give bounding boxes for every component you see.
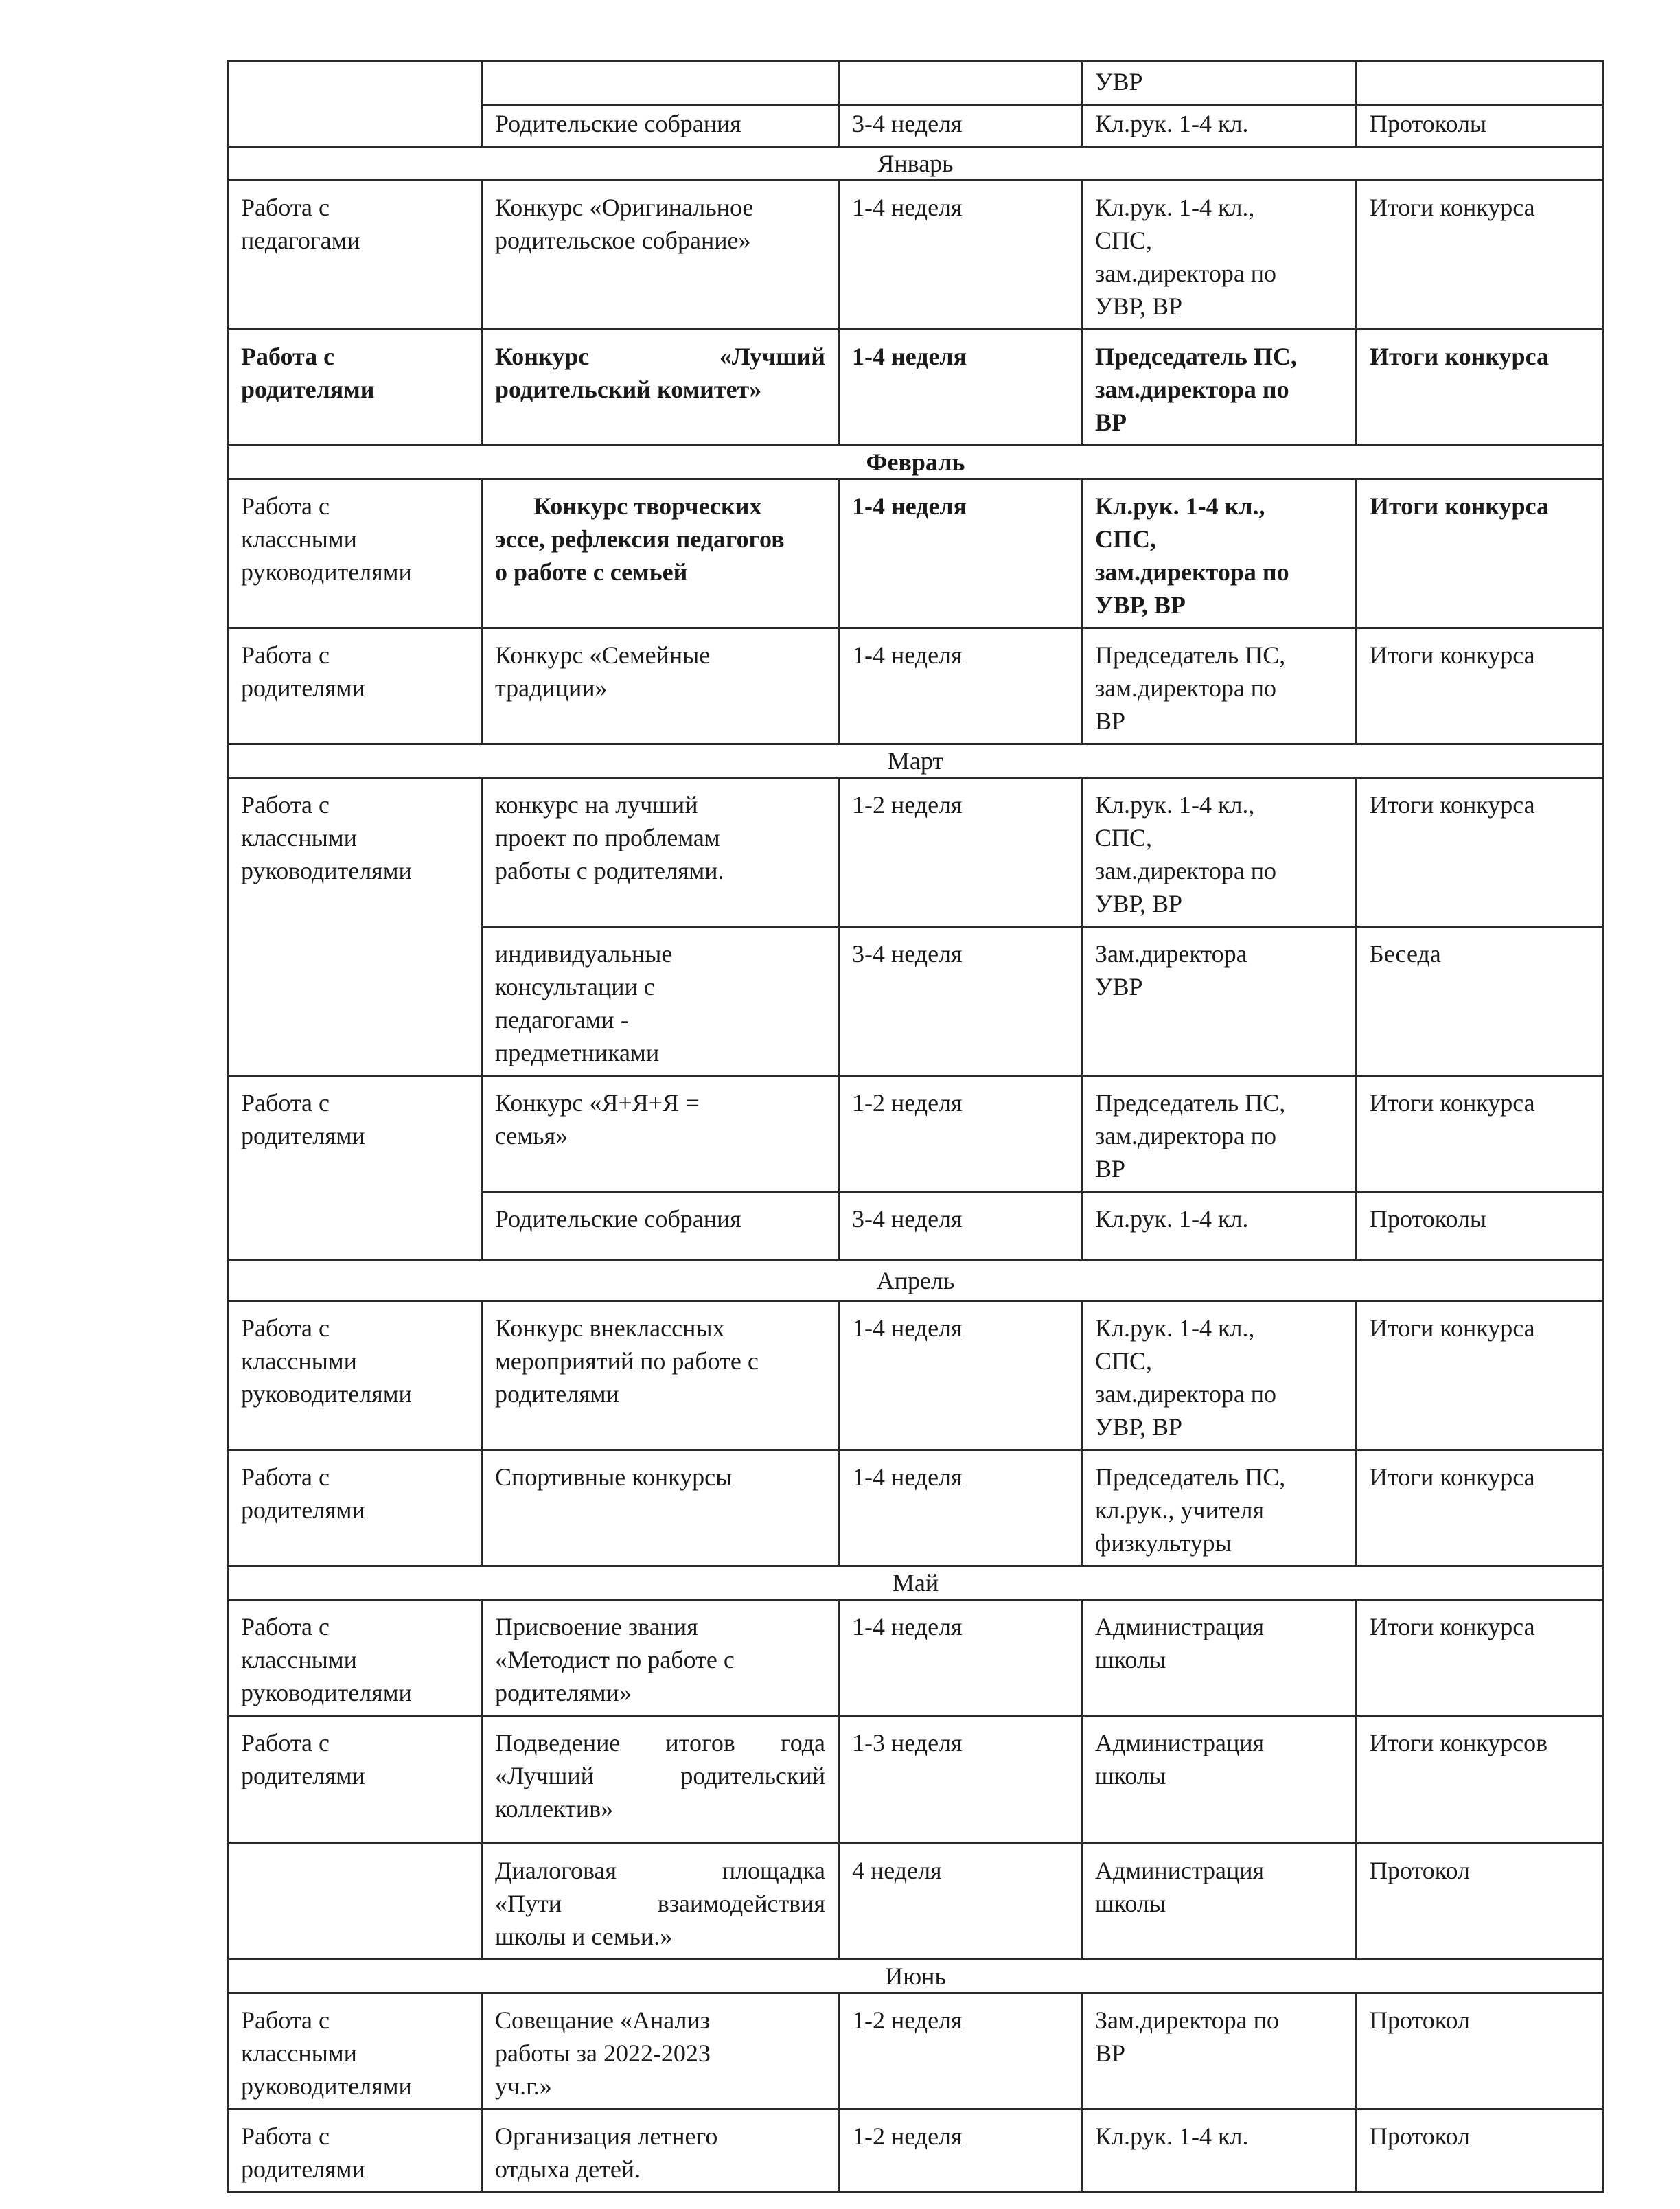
cell-event: Родительские собрания (482, 1192, 839, 1261)
cell-result: Беседа (1357, 927, 1604, 1076)
cell-period: 4 неделя (839, 1844, 1082, 1960)
cell-group: Работа с классными руководителями (228, 778, 482, 1076)
cell-event: Подведение итогов года «Лучший родительский коллектив» (482, 1716, 839, 1844)
cell-result: Итоги конкурса (1357, 778, 1604, 927)
cell-group: Работа с классными руководителями (228, 1301, 482, 1450)
month-row (228, 147, 1604, 181)
cell-responsible: Кл.рук. 1-4 кл., СПС, зам.директора по УВР, ВР (1082, 1301, 1357, 1450)
cell-period: 1-2 неделя (839, 1076, 1082, 1192)
cell-empty (482, 62, 839, 105)
cell-responsible: Кл.рук. 1-4 кл., СПС, зам.директора по УВР, ВР (1082, 479, 1357, 628)
cell-group: Работа с родителями (228, 330, 482, 446)
month-may: Май (228, 1566, 1604, 1600)
cell-responsible: Администрация школы (1082, 1600, 1357, 1716)
cell-responsible: Администрация школы (1082, 1716, 1357, 1844)
table-row (228, 1844, 1604, 1960)
cell-event: Совещание «Анализ работы за 2022-2023 уч.г.» (482, 1993, 839, 2109)
cell-event: Конкурс «Лучший родительский комитет» (482, 330, 839, 446)
cell-group: Работа с классными руководителями (228, 1600, 482, 1716)
cell-result: Протокол (1357, 1844, 1604, 1960)
table-row (228, 628, 1604, 744)
cell-group: Работа с классными руководителями (228, 479, 482, 628)
cell-group: Работа с родителями (228, 1716, 482, 1844)
table-row (228, 1450, 1604, 1566)
month-march: Март (228, 744, 1604, 778)
cell-responsible: УВР (1082, 62, 1357, 105)
month-february: Февраль (228, 446, 1604, 479)
cell-responsible: Председатель ПС, зам.директора по ВР (1082, 330, 1357, 446)
cell-period: 1-4 неделя (839, 628, 1082, 744)
cell-event: Конкурс «Семейные традиции» (482, 628, 839, 744)
table-row (228, 1301, 1604, 1450)
month-row (228, 446, 1604, 479)
table-row (228, 479, 1604, 628)
cell-result: Итоги конкурсов (1357, 1716, 1604, 1844)
cell-responsible: Кл.рук. 1-4 кл. (1082, 2109, 1357, 2193)
table-row (228, 330, 1604, 446)
cell-group: Работа с родителями (228, 628, 482, 744)
cell-empty (228, 62, 482, 147)
cell-period: 1-3 неделя (839, 1716, 1082, 1844)
table-row (228, 62, 1604, 105)
month-april: Апрель (228, 1261, 1604, 1301)
cell-result: Итоги конкурса (1357, 479, 1604, 628)
cell-result: Итоги конкурса (1357, 1600, 1604, 1716)
month-january: Январь (228, 147, 1604, 181)
cell-event: Организация летнего отдыха детей. (482, 2109, 839, 2193)
cell-period: 1-4 неделя (839, 330, 1082, 446)
cell-result: Итоги конкурса (1357, 1450, 1604, 1566)
cell-responsible: Кл.рук. 1-4 кл. (1082, 1192, 1357, 1261)
cell-result: Итоги конкурса (1357, 330, 1604, 446)
cell-responsible: Администрация школы (1082, 1844, 1357, 1960)
cell-period: 1-4 неделя (839, 181, 1082, 330)
cell-group: Работа с педагогами (228, 181, 482, 330)
cell-group: Работа с классными руководителями (228, 1993, 482, 2109)
cell-period: 3-4 неделя (839, 927, 1082, 1076)
cell-group: Работа с родителями (228, 2109, 482, 2193)
cell-period: 1-4 неделя (839, 479, 1082, 628)
month-row (228, 1960, 1604, 1993)
table-row (228, 1993, 1604, 2109)
table-row (228, 2109, 1604, 2193)
cell-responsible: Председатель ПС, зам.директора по ВР (1082, 628, 1357, 744)
cell-result: Итоги конкурса (1357, 628, 1604, 744)
cell-result: Протоколы (1357, 1192, 1604, 1261)
cell-empty (839, 62, 1082, 105)
cell-responsible: Председатель ПС, зам.директора по ВР (1082, 1076, 1357, 1192)
cell-responsible: Зам.директора по ВР (1082, 1993, 1357, 2109)
table-row (228, 181, 1604, 330)
cell-period: 1-4 неделя (839, 1450, 1082, 1566)
month-june: Июнь (228, 1960, 1604, 1993)
cell-period: 1-4 неделя (839, 1301, 1082, 1450)
cell-event: конкурс на лучший проект по проблемам работы с родителями. (482, 778, 839, 927)
cell-event: Конкурс «Оригинальное родительское собрание» (482, 181, 839, 330)
cell-result: Итоги конкурса (1357, 1301, 1604, 1450)
cell-period: 1-4 неделя (839, 1600, 1082, 1716)
cell-event: Конкурс творческих эссе, рефлексия педагогов о работе с семьей (482, 479, 839, 628)
cell-event: Диалоговая площадка «Пути взаимодействия школы и семьи.» (482, 1844, 839, 1960)
cell-group: Работа с родителями (228, 1450, 482, 1566)
month-row (228, 1261, 1604, 1301)
cell-event: Присвоение звания «Методист по работе с родителями» (482, 1600, 839, 1716)
cell-event: Спортивные конкурсы (482, 1450, 839, 1566)
cell-event: Конкурс внеклассных мероприятий по работе с родителями (482, 1301, 839, 1450)
month-row (228, 744, 1604, 778)
cell-period: 3-4 неделя (839, 105, 1082, 147)
cell-period: 3-4 неделя (839, 1192, 1082, 1261)
cell-responsible: Кл.рук. 1-4 кл., СПС, зам.директора по УВР, ВР (1082, 181, 1357, 330)
cell-period: 1-2 неделя (839, 1993, 1082, 2109)
cell-result: Итоги конкурса (1357, 1076, 1604, 1192)
month-row (228, 1566, 1604, 1600)
cell-responsible: Кл.рук. 1-4 кл. (1082, 105, 1357, 147)
cell-result: Протокол (1357, 1993, 1604, 2109)
table-row (228, 1716, 1604, 1844)
cell-responsible: Зам.директора УВР (1082, 927, 1357, 1076)
cell-event: Родительские собрания (482, 105, 839, 147)
table-row (228, 1076, 1604, 1192)
cell-result: Протокол (1357, 2109, 1604, 2193)
cell-period: 1-2 неделя (839, 778, 1082, 927)
table-row (228, 778, 1604, 927)
cell-event: индивидуальные консультации с педагогами - предметниками (482, 927, 839, 1076)
work-plan-table (227, 60, 1604, 2193)
cell-result: Итоги конкурса (1357, 181, 1604, 330)
table-row (228, 1600, 1604, 1716)
cell-event: Конкурс «Я+Я+Я = семья» (482, 1076, 839, 1192)
cell-group: Работа с родителями (228, 1076, 482, 1261)
cell-responsible: Председатель ПС, кл.рук., учителя физкультуры (1082, 1450, 1357, 1566)
cell-responsible: Кл.рук. 1-4 кл., СПС, зам.директора по УВР, ВР (1082, 778, 1357, 927)
cell-empty (228, 1844, 482, 1960)
cell-result: Протоколы (1357, 105, 1604, 147)
cell-period: 1-2 неделя (839, 2109, 1082, 2193)
cell-empty (1357, 62, 1604, 105)
